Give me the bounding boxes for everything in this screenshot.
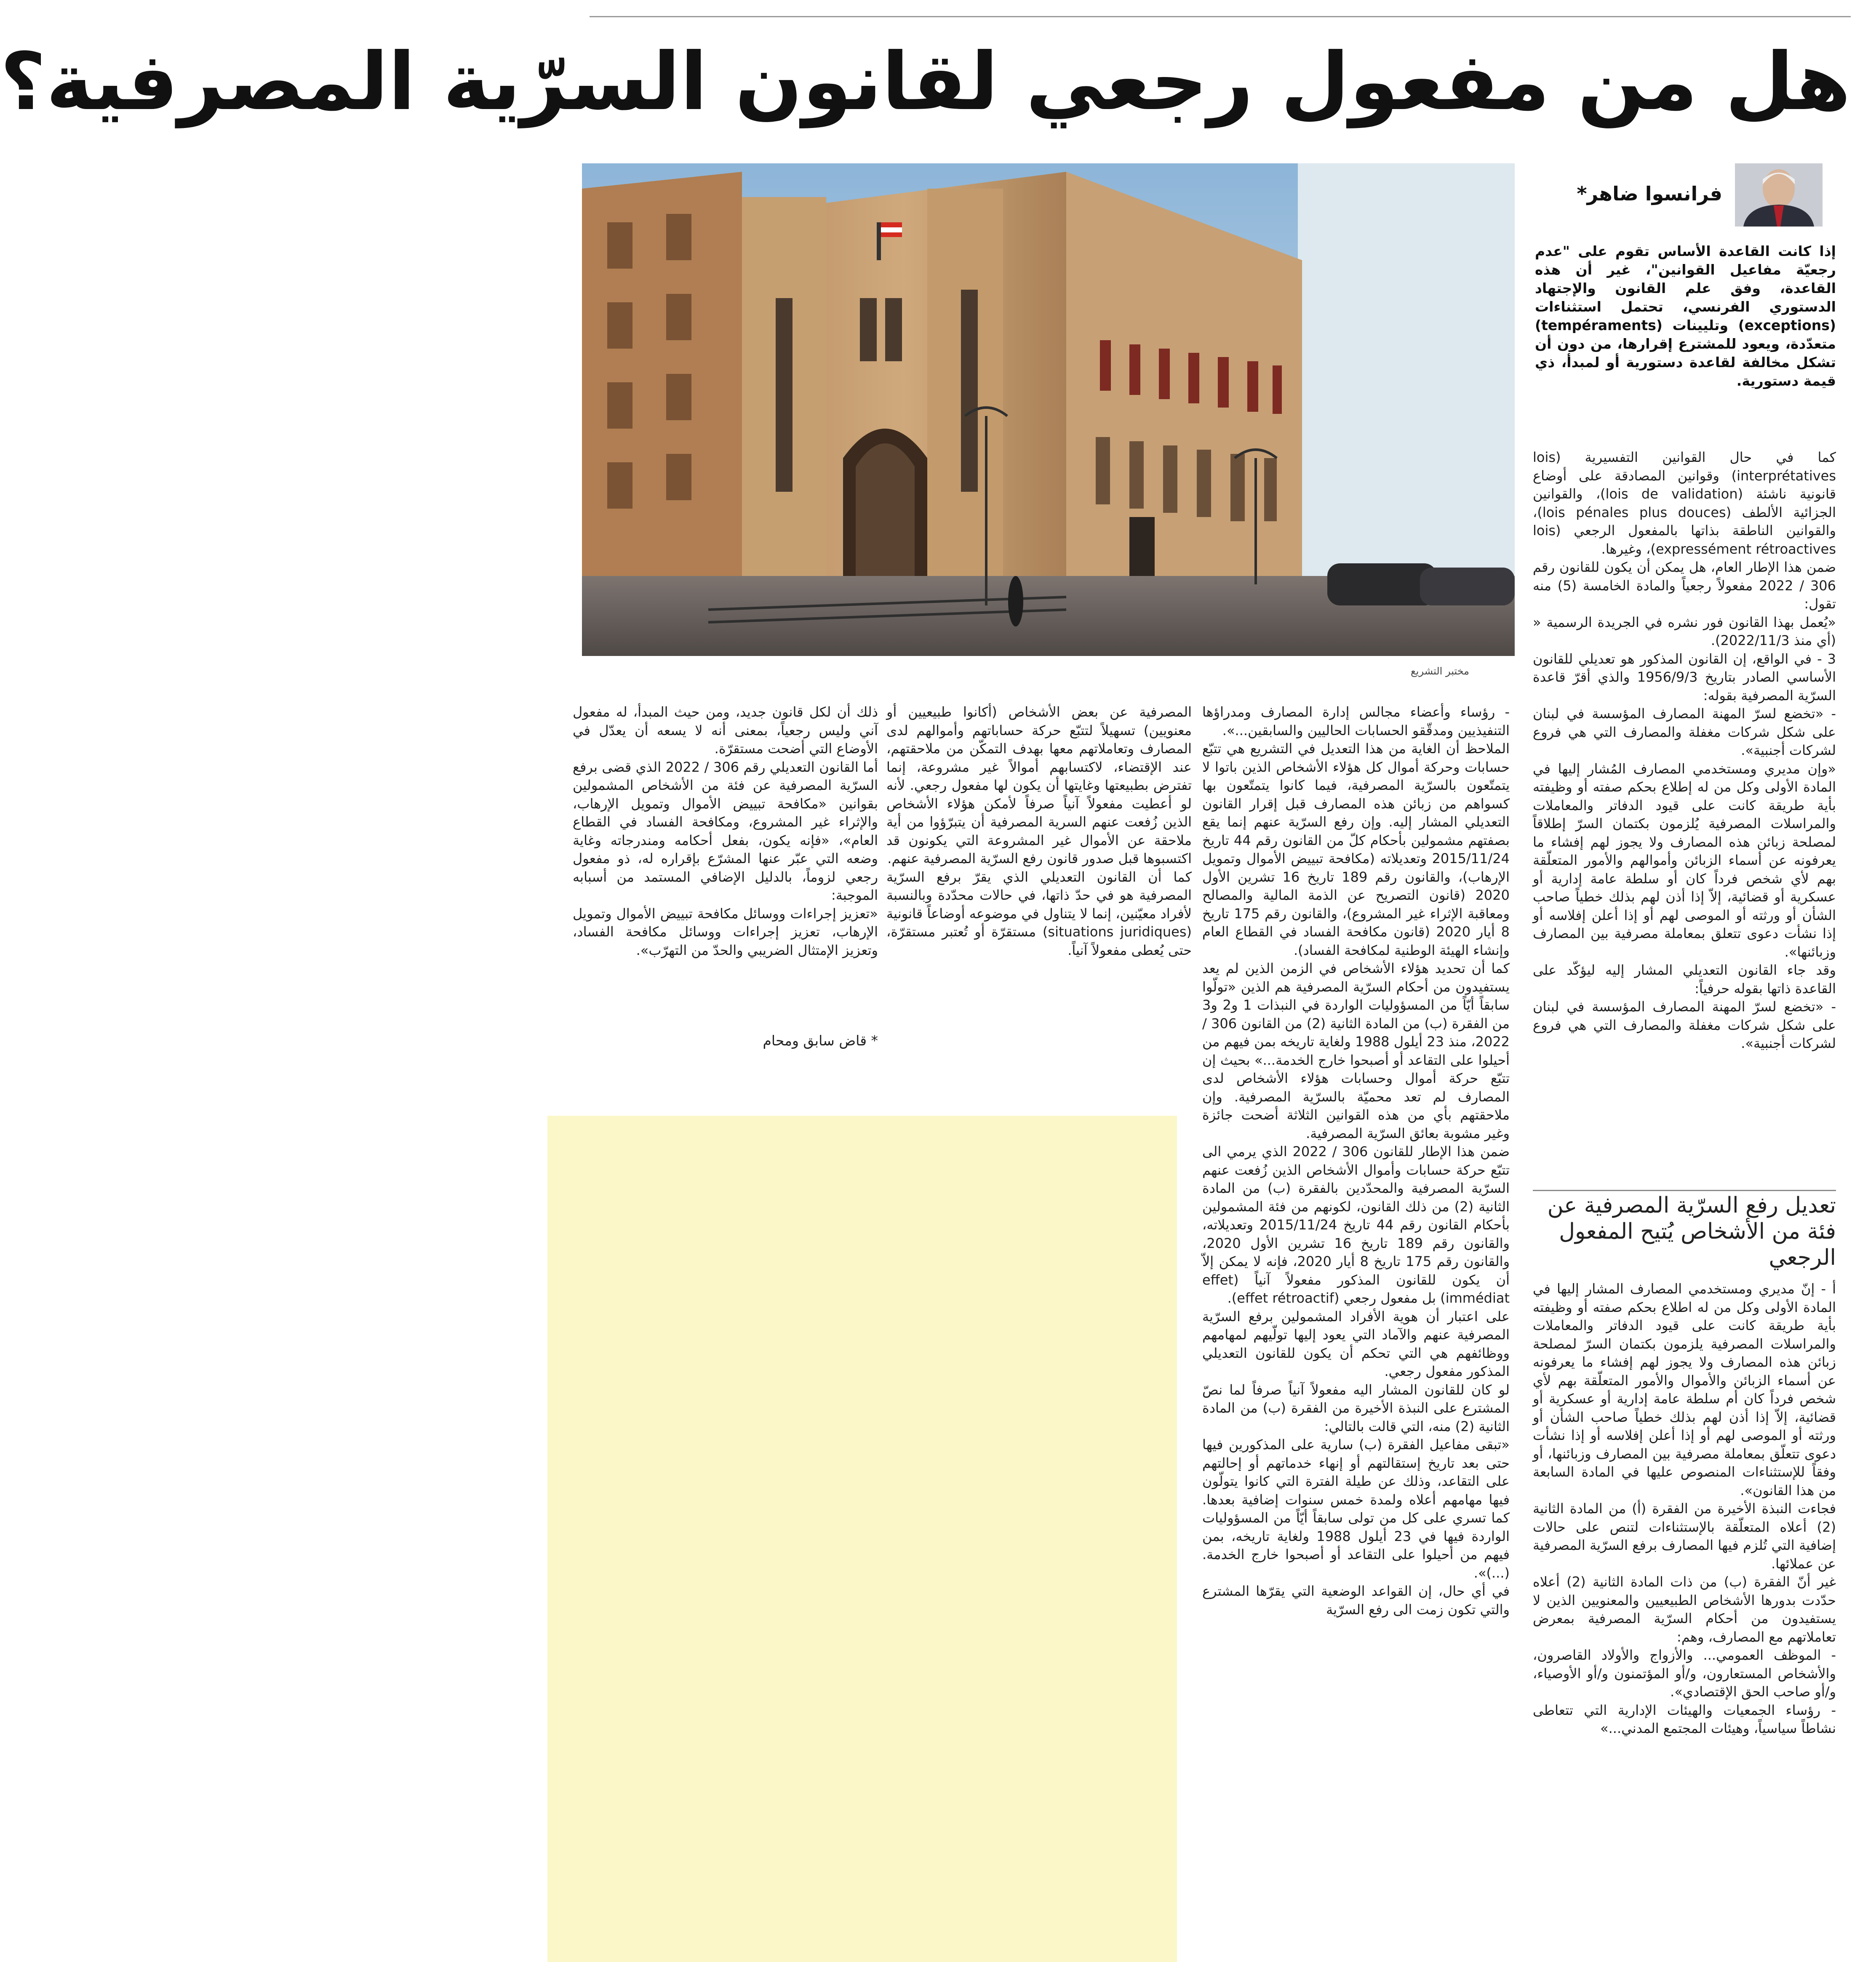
- photo-caption: مختبر التشريع: [1411, 665, 1470, 677]
- author-name: فرانسوا ضاهر*: [1577, 182, 1722, 205]
- paragraph: - رؤساء وأعضاء مجالس إدارة المصارف ومدراؤها التنفيذيين ومدقّقو الحسابات الحاليين والسابقين...».: [1202, 704, 1510, 738]
- top-rule: [590, 16, 1851, 17]
- paragraph: لو كان للقانون المشار اليه مفعولاً آنياً صرفاً لما نصّ المشترع على النبذة الأخيرة من الفقرة (ب) من المادة الثانية (2) منه، التي قالت بالتالي:: [1202, 1381, 1510, 1434]
- headline: هل من مفعول رجعي لقانون السرّية المصرفية؟: [0, 36, 1851, 128]
- paragraph: وقد جاء القانون التعديلي المشار إليه ليؤكّد على القاعدة ذاتها بقوله حرفياً:: [1533, 962, 1836, 997]
- column-4: [573, 703, 878, 1082]
- ad-space: [547, 1116, 1177, 1962]
- paragraph: - «تخضع لسرّ المهنة المصارف المؤسسة في لبنان على شكل شركات مغفلة والمصارف التي هي فروع لشركات أجنبية».: [1533, 999, 1836, 1051]
- paragraph: الملاحظ أن الغاية من هذا التعديل في التشريع هي تتبّع حسابات وحركة أموال كل هؤلاء الأشخاص الذين باتوا لا يتمتّعون بالسرّية المصرفية، فيما كانوا يتمتّعون بها كسواهم من زبائن هذه المصارف قبل إقرار القانون التعديلي المشار إليه. وإن رفع السرّية عنهم إنما يقع بصفتهم مشمولين بأحكام كلّ من القانون رقم 44 تاريخ 2015/11/24 وتعديلاته (مكافحة تبييض الأموال وتمويل الإرهاب)، والقانون رقم 189 تاريخ 16 تشرين الأول 2020 (قانون التصريح عن الذمة المالية والمصالح ومعاقبة الإثراء غير المشروع)، والقانون رقم 175 تاريخ 8 أيار 2020 (قانون مكافحة الفساد في القطاع العام وإنشاء الهيئة الوطنية لمكافحة الفساد).: [1202, 741, 1510, 958]
- paragraph: - رؤساء الجمعيات والهيئات الإدارية التي تتعاطى نشاطاً سياسياً، وهيئات المجتمع المدني...»: [1533, 1702, 1836, 1736]
- column-3: [886, 703, 1192, 1162]
- parliament-photo: [582, 163, 1515, 656]
- paragraph: «يُعمل بهذا القانون فور نشره في الجريدة الرسمية « (أي منذ 2022/11/3).: [1533, 614, 1836, 648]
- paragraph: ضمن هذا الإطار العام، هل يمكن أن يكون للقانون رقم 306 / 2022 مفعولاً رجعياً والمادة الخامسة (5) منه تقول:: [1533, 559, 1836, 612]
- paragraph: ضمن هذا الإطار للقانون 306 / 2022 الذي يرمي الى تتبّع حركة حسابات وأموال الأشخاص الذين زُفعت عنهم السرّية المصرفية والمحدّدين بالفقرة (ب) من المادة الثانية (2) من ذلك القانون، لكونهم من فئة المشمولين بأحكام القانون رقم 44 تاريخ 2015/11/24 وتعديلاته، والقانون رقم 189 تاريخ 16 تشرين الأول 2020، والقانون رقم 175 تاريخ 8 أيار 2020، فإنه لا يمكن إلاّ أن يكون للقانون المذكور مفعولاً آنياً (effet immédiat) بل مفعول رجعي (effet rétroactif).: [1202, 1144, 1510, 1306]
- paragraph: كما في حال القوانين التفسيرية (lois interprétatives) وقوانين المصادقة على أوضاع قانونية ناشئة (lois de validation)، والقوانين الجزائية الألطف (lois pénales plus douces)، والقوانين الناطقة بذاتها بالمفعول الرجعي (lois expressément rétroactives)، وغيرها.: [1533, 449, 1836, 557]
- subheading: تعديل رفع السرّية المصرفية عن فئة من الأشخاص يُتيح المفعول الرجعي: [1547, 1193, 1836, 1270]
- paragraph: المصرفية عن بعض الأشخاص (أكانوا طبيعيين أو معنويين) تسهيلاً لتتبّع حركة حساباتهم وأموالهم لدى المصارف وتعاملاتهم معها بهدف التمكّن من ملاحقتهم، عند الإقتضاء، لاكتسابهم أموالاً غير مشروعة، إنما تفترض بطبيعتها وغايتها أن يكون لها مفعول رجعي. لأنه لو أعطيت مفعولاً آنياً صرفاً لأمكن هؤلاء الأشخاص الذين زُفعت عنهم السرية المصرفية أن يتبرّؤوا من أية ملاحقة عن الأموال غير المشروعة التي يكونون قد اكتسبوها قبل صدور قانون رفع السرّية المصرفية عنهم.: [886, 704, 1192, 866]
- column-2: [1202, 703, 1510, 1949]
- paragraph: على اعتبار أن هوية الأفراد المشمولين برفع السرّية المصرفية عنهم والآماد التي يعود إليها تولّيهم لمهامهم ووظائفهم هي التي تحكم أن يكون للقانون التعديلي المذكور مفعول رجعي.: [1202, 1308, 1510, 1379]
- column-1-top: [1533, 448, 1836, 1181]
- paragraph: 3 - في الواقع، إن القانون المذكور هو تعديلي للقانون الأساسي الصادر بتاريخ 1956/9/3 والذي أقرّ قاعدة السرّية المصرفية بقوله:: [1533, 650, 1836, 704]
- author-avatar: [1735, 163, 1823, 227]
- paragraph: ذلك أن لكل قانون جديد، ومن حيث المبدأ، له مفعول آني وليس رجعياً، بمعنى أنه لا يسعه أن يعدّل في الأوضاع التي أضحت مستقرّة.: [573, 704, 878, 757]
- paragraph: أ - إنّ مديري ومستخدمي المصارف المشار إليها في المادة الأولى وكل من له اطلاع بحكم صفته أو وظيفته بأية طريقة كانت على قيود الدفاتر والمعاملات والمراسلات المصرفية يلزمون بكتمان السرّ لمصلحة زبائن هذه المصارف ولا يجوز لهم إفشاء ما يعرفونه عن أسماء الزبائن والأموال والأمور المتعلّقة بهم لأي شخص فرداً كان أم سلطة عامة إدارية أو عسكرية أو قضائية، إلاّ إذا أذن لهم بذلك خطياً صاحب الشأن أو ورثته أو الموصى لهم أو إذا أعلن إفلاسه أو إذا نشأت دعوى تتعلّق بمعاملة مصرفية بين المصارف وزبائنها، أو وفقاً للإستثناءات المنصوص عليها في المادة السابعة من هذا القانون».: [1533, 1281, 1836, 1498]
- subhead-rule: [1533, 1190, 1836, 1191]
- paragraph: غير أنّ الفقرة (ب) من ذات المادة الثانية (2) أعلاه حدّدت بدورها الأشخاص الطبيعيين والمعنويين الذين لا يستفيدون من أحكام السرّية المصرفية بمعرض تعاملاتهم مع المصارف، وهم:: [1533, 1574, 1836, 1645]
- paragraph: «تبقى مفاعيل الفقرة (ب) سارية على المذكورين فيها حتى بعد تاريخ إستقالتهم أو إنهاء خدماتهم أو إحالتهم على التقاعد، وذلك عن طيلة الفترة التي كانوا يتولّون فيها مهامهم أعلاه ولمدة خمس سنوات إضافية بعدها. كما تسري على كل من تولى سابقاً أيّاً من المسؤوليات الواردة فيها في 23 أيلول 1988 ولغاية تاريخه، بمن فيهم من أحيلوا على التقاعد أو أصبحوا خارج الخدمة. (...)».: [1202, 1437, 1510, 1581]
- paragraph: أما القانون التعديلي رقم 306 / 2022 الذي قضى برفع السرّية المصرفية عن فئة من الأشخاص المشمولين بقوانين «مكافحة تبييض الأموال وتمويل الإرهاب، والإثراء غير المشروع، ومكافحة الفساد في القطاع العام»، «فإنه يكون، بفعل أحكامه ومندرجاته وغاية وضعه التي عبّر عنها المشرّع بإقراره له، ذو مفعول رجعي لزوماً، بالدليل الإضافي المستمد من أسبابه الموجبة:: [573, 759, 878, 903]
- author-footnote: * قاض سابق ومحام: [763, 1032, 878, 1049]
- paragraph: كما أن القانون التعديلي الذي يقرّ برفع السرّية المصرفية هو في حدّ ذاتها، في حالات محدّدة وبالنسبة لأفراد معيّنين، إنما لا يتناول في موضوعه أوضاعاً قانونية (situations juridiques) مستقرّة أو تُعتبر مستقرّة، حتى يُعطى مفعولاً آنياً.: [886, 869, 1192, 958]
- paragraph: كما أن تحديد هؤلاء الأشخاص في الزمن الذين لم يعد يستفيدون من أحكام السرّية المصرفية هم الذين «تولّوا سابقاً أيّاً من المسؤوليات الواردة في النبذات 1 و2 و3 من الفقرة (ب) من المادة الثانية (2) من القانون 306 / 2022، منذ 23 أيلول 1988 ولغاية تاريخه بمن فيهم من أحيلوا على التقاعد أو أصبحوا خارج الخدمة...» بحيث إن تتبّع حركة أموال وحسابات هؤلاء الأشخاص لدى المصارف لم تعد محميّة بالسرّية المصرفية. وإن ملاحقتهم بأي من هذه القوانين الثلاثة أضحت جائزة وغير مشوبة بعائق السرّية المصرفية.: [1202, 960, 1510, 1141]
- paragraph: «وإن مديري ومستخدمي المصارف المُشار إليها في المادة الأولى وكل من له إطلاع بحكم صفته أو وظيفته بأية طريقة كانت على قيود الدفاتر والمعاملات والمراسلات المصرفية يُلزمون بكتمان السرّ إطلاقاً لمصلحة زبائن هذه المصارف ولا يجوز لهم إفشاء ما يعرفونه عن أسماء الزبائن وأموالهم والأمور المتعلّقة بهم لأي شخص فرداً كان أو سلطة عامة إدارية أو عسكرية أو قضائية، إلاّ إذا أذن لهم بذلك خطياً صاحب الشأن أو ورثته أو الموصى لهم أو إذا أعلن إفلاسه أو إذا نشأت دعوى تتعلق بمعاملة مصرفية بين المصارف وزبائنها».: [1533, 760, 1836, 960]
- paragraph: فجاءت النبذة الأخيرة من الفقرة (أ) من المادة الثانية (2) أعلاه المتعلّقة بالإستثناءات لتنص على حالات إضافية التي تُلزم فيها المصارف برفع السرّية المصرفية عن عملائها.: [1533, 1501, 1836, 1572]
- paragraph: في أي حال، إن القواعد الوضعية التي يقرّها المشترع والتي تكون زمت الى رفع السرّية: [1202, 1583, 1510, 1618]
- paragraph: - «تخضع لسرّ المهنة المصارف المؤسسة في لبنان على شكل شركات مغفلة والمصارف التي هي فروع لشركات أجنبية».: [1533, 706, 1836, 758]
- column-1-bottom: [1533, 1280, 1836, 1949]
- paragraph: «تعزيز إجراءات ووسائل مكافحة تبييض الأموال وتمويل الإرهاب، تعزيز إجراءات ووسائل مكافحة الفساد، وتعزيز الإمتثال الضريبي والحدّ من التهرّب».: [573, 905, 878, 958]
- paragraph: - الموظف العمومي... والأزواج والأولاد القاصرون، والأشخاص المستعارون، و/أو المؤتمنون و/أو الأوصياء، و/أو صاحب الحق الإقتصادي».: [1533, 1647, 1836, 1700]
- lead-paragraph: إذا كانت القاعدة الأساس تقوم على "عدم رجعيّة مفاعيل القوانين"، غير أن هذه القاعدة، وفق علم القانون والإجتهاد الدستوري الفرنسي، تحتمل استثناءات (exceptions) وتليينات (tempéraments) متعدّدة، ويعود للمشترع إقرارها، من دون أن تشكل مخالفة لقاعدة دستورية أو لمبدأ، ذي قيمة دستورية.: [1535, 243, 1836, 389]
